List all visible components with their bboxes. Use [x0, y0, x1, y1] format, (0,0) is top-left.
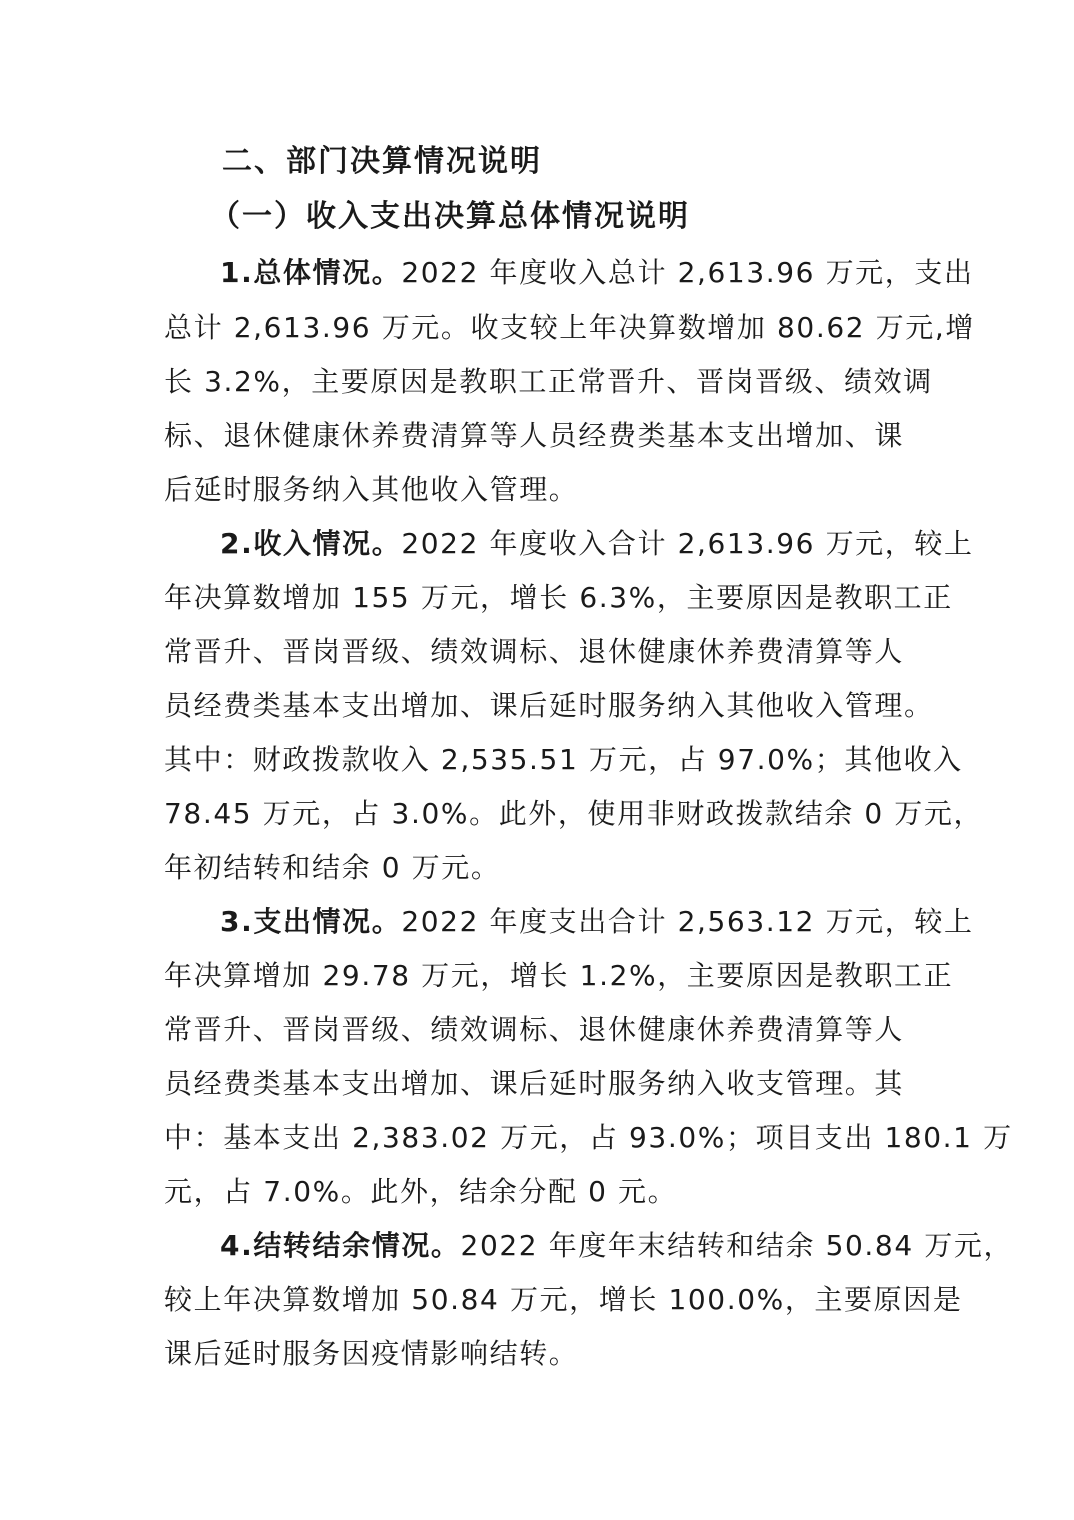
paragraph-1-lead: 1.总体情况。 — [220, 256, 402, 289]
section-heading: 二、部门决算情况说明 — [222, 144, 542, 179]
paragraph-2-line-7: 年初结转和结余 0 万元。 — [164, 851, 501, 884]
paragraph-2-line-3: 常晋升、晋岗晋级、绩效调标、退休健康休养费清算等人 — [164, 635, 905, 668]
paragraph-2-text: 2022 年度收入合计 2,613.96 万元，较上 — [401, 527, 974, 560]
paragraph-1-line-2: 总计 2,613.96 万元。收支较上年决算数增加 80.62 万元,增 — [164, 311, 975, 344]
paragraph-4-lead: 4.结转结余情况。 — [220, 1229, 461, 1262]
paragraph-2-line-6: 78.45 万元，占 3.0%。此外，使用非财政拨款结余 0 万元， — [164, 797, 984, 830]
paragraph-4-line-1 — [220, 1226, 1013, 1266]
paragraph-2-line-4: 员经费类基本支出增加、课后延时服务纳入其他收入管理。 — [164, 689, 934, 722]
paragraph-3-line-4: 员经费类基本支出增加、课后延时服务纳入收支管理。其 — [164, 1067, 905, 1100]
paragraph-1-line-3: 长 3.2%，主要原因是教职工正常晋升、晋岗晋级、绩效调 — [164, 365, 933, 398]
paragraph-2-line-1 — [220, 524, 974, 564]
paragraph-1-line-5: 后延时服务纳入其他收入管理。 — [164, 473, 579, 506]
paragraph-3-line-1 — [220, 902, 974, 942]
paragraph-1-line-1 — [220, 253, 974, 293]
paragraph-2-line-5: 其中：财政拨款收入 2,535.51 万元，占 97.0%；其他收入 — [164, 743, 963, 776]
paragraph-3-line-3: 常晋升、晋岗晋级、绩效调标、退休健康休养费清算等人 — [164, 1013, 905, 1046]
paragraph-3-line-6: 元，占 7.0%。此外，结余分配 0 元。 — [164, 1175, 678, 1208]
paragraph-3-line-2: 年决算增加 29.78 万元，增长 1.2%，主要原因是教职工正 — [164, 959, 954, 992]
paragraph-2-line-2: 年决算数增加 155 万元，增长 6.3%，主要原因是教职工正 — [164, 581, 953, 614]
paragraph-3-line-5: 中：基本支出 2,383.02 万元，占 93.0%；项目支出 180.1 万 — [164, 1121, 1013, 1154]
paragraph-4-line-2: 较上年决算数增加 50.84 万元，增长 100.0%，主要原因是 — [164, 1283, 963, 1316]
subsection-heading: （一）收入支出决算总体情况说明 — [210, 199, 690, 234]
paragraph-4-line-3: 课后延时服务因疫情影响结转。 — [164, 1337, 579, 1370]
paragraph-4-text: 2022 年度年末结转和结余 50.84 万元， — [460, 1229, 1014, 1262]
paragraph-3-text: 2022 年度支出合计 2,563.12 万元，较上 — [401, 905, 974, 938]
paragraph-1-line-4: 标、退休健康休养费清算等人员经费类基本支出增加、课 — [164, 419, 905, 452]
paragraph-3-lead: 3.支出情况。 — [220, 905, 402, 938]
paragraph-1-text: 2022 年度收入总计 2,613.96 万元，支出 — [401, 256, 974, 289]
paragraph-2-lead: 2.收入情况。 — [220, 527, 402, 560]
